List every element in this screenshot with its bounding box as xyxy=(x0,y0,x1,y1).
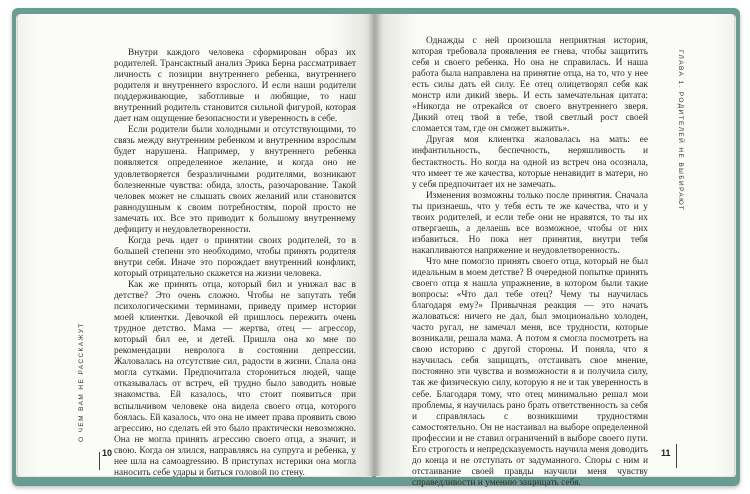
paragraph: Однажды с ней произошла неприятная история, которая требовала проявления ее гнева, чтобы защитить себя и своего ребенка. Но она не справилась. И наша работа была направлена на принятие отца, на то, что у нее есть силы дать ей силу. Ее отец олицетворял себя как монстр или дикий зверь. И есть замечательная цитата: «Никогда не отрекайся от своего внутреннего зверя. Дикий отец твой в тебе, твой светлый рост своей сломается там, где он сможет выжить». xyxy=(412,36,648,135)
left-page xyxy=(18,14,374,476)
paragraph: Другая моя клиентка жаловалась на мать: ее инфантильность, беспечность, неряшливость и бестактность. Но когда на одной из встреч она осознала, что имеет те же качества, которые ненавидит в матери, но у себя предпочитает их не замечать. xyxy=(412,135,648,190)
open-book xyxy=(12,8,740,486)
paragraph: Что мне помогло принять своего отца, который не был идеальным в моем детстве? В очередной попытке принять своего отца я нашла упражнение, в котором были такие вопросы: «Что дал тебе отец? Чему ты научилась благодаря ему?» Привычная реакция — это начать жаловаться: ничего не дал, был эмоционально холоден, часто ругал, не замечал меня, все трудности, которые возникали, решала мама. А потом я смогла посмотреть на свою историю с другой стороны. И поняла, что я научилась себя защищать, отстаивать свое мнение, постоянно эти чувства и возможности я и получила силу, так же физическую силу, которую я не и так уверенность в себе. Благодаря тому, что отец минимально решал мои проблемы, я научилась рано брать ответственность за себя и справлялась с возникшими трудностями самостоятельно. Он не настаивал на выборе определенной профессии и не ставил ограничений в выборе своего пути. Его строгость и непредсказуемость научила меня доводить до конца и не отступать от задуманного. Споры с ним и отстаивание своей правды научили меня чувству справедливости и умению защищать себя. xyxy=(412,256,648,488)
running-head-left: О ЧЕМ ВАМ НЕ РАССКАЖУТ xyxy=(78,322,85,442)
running-head-right: ГЛАВА 1. РОДИТЕЛЕЙ НЕ ВЫБИРАЮТ xyxy=(677,50,684,212)
paragraph: Как же принять отца, который бил и унижал вас в детстве? Это очень сложно. Чтобы не запутать тебя психологическими терминами, приведу пример истории моей клиентки. Девочкой ей пришлось пережить очень трудное детство. Мама — жертва, отец — агрессор, который бил ее, и детей. Пришла она ко мне по рекомендации невролога в состоянии депрессии. Жаловалась на отсутствие сил, радости в жизни. Спала она могла сутками. Предпочитала сторониться людей, чаще отказывалась от встреч, ей трудно было заводить новые знакомства. Ей казалось, что стоит появиться при вспыльчивом человеке она видела своего отца, которого боялась. Ей казалось, что она не имеет права проявить свою агрессию, но сделать ей это было практически невозможно. Она не могла принять агрессию своего отца, а значит, и свою. Когда он злился, направляясь на супруга и ребенка, у нее шла на самоagressию. В приступах истерики она могла наносить себе удары и биться головой по стену. xyxy=(114,279,356,478)
right-page-text xyxy=(412,36,648,489)
paragraph: Когда речь идет о принятии своих родителей, то в большей степени это необходимо, чтобы принять родителя внутри себя. Иначе это порождает внутренний конфликт, который отрицательно скажется на жизни человека. xyxy=(114,235,356,279)
paragraph: Внутри каждого человека сформирован образ их родителей. Трансактный анализ Эрика Берна рассматривает личность с позиции внутреннего ребенка, внутреннего родителя и внутреннего взрослого. И если наши родители поддерживающие, заботливые и любящие, то наш внутренний родитель становится сильной фигурой, которая дает нам ощущение безопасности и уверенность в себе. xyxy=(114,48,356,125)
right-page xyxy=(374,14,734,488)
paragraph: Изменения возможны только после принятия. Сначала ты признаешь, что у тебя есть те же качества, что и у твоих родителей, и если тебе они не нравятся, то ты их отвергаешь, а делаешь все возможное, чтобы от них избавиться. Но пока нет принятия, внутри тебя накапливаются напряжение и неудовлетворенность. xyxy=(412,190,648,256)
left-page-text xyxy=(114,48,356,479)
running-head-rule xyxy=(99,452,100,470)
page-number-right: 11 xyxy=(661,448,671,458)
paragraph: Если родители были холодными и отсутствующими, то связь между внутренним ребенком и внутренним взрослым будет нарушена. Например, у внутреннего ребенка появляется определенное желание, и когда оно не удовлетворяется безразличными родителями, возникают болезненные чувства: обида, злость, разочарование. Такой человек может не слышать своих желаний или становится равнодушным к своим потребностям, порой просто не замечать их. Все это приводит к большому внутреннему дефициту и неудовлетворенности. xyxy=(114,125,356,235)
running-head-rule xyxy=(676,444,677,468)
page-number-left: 10 xyxy=(102,448,113,458)
